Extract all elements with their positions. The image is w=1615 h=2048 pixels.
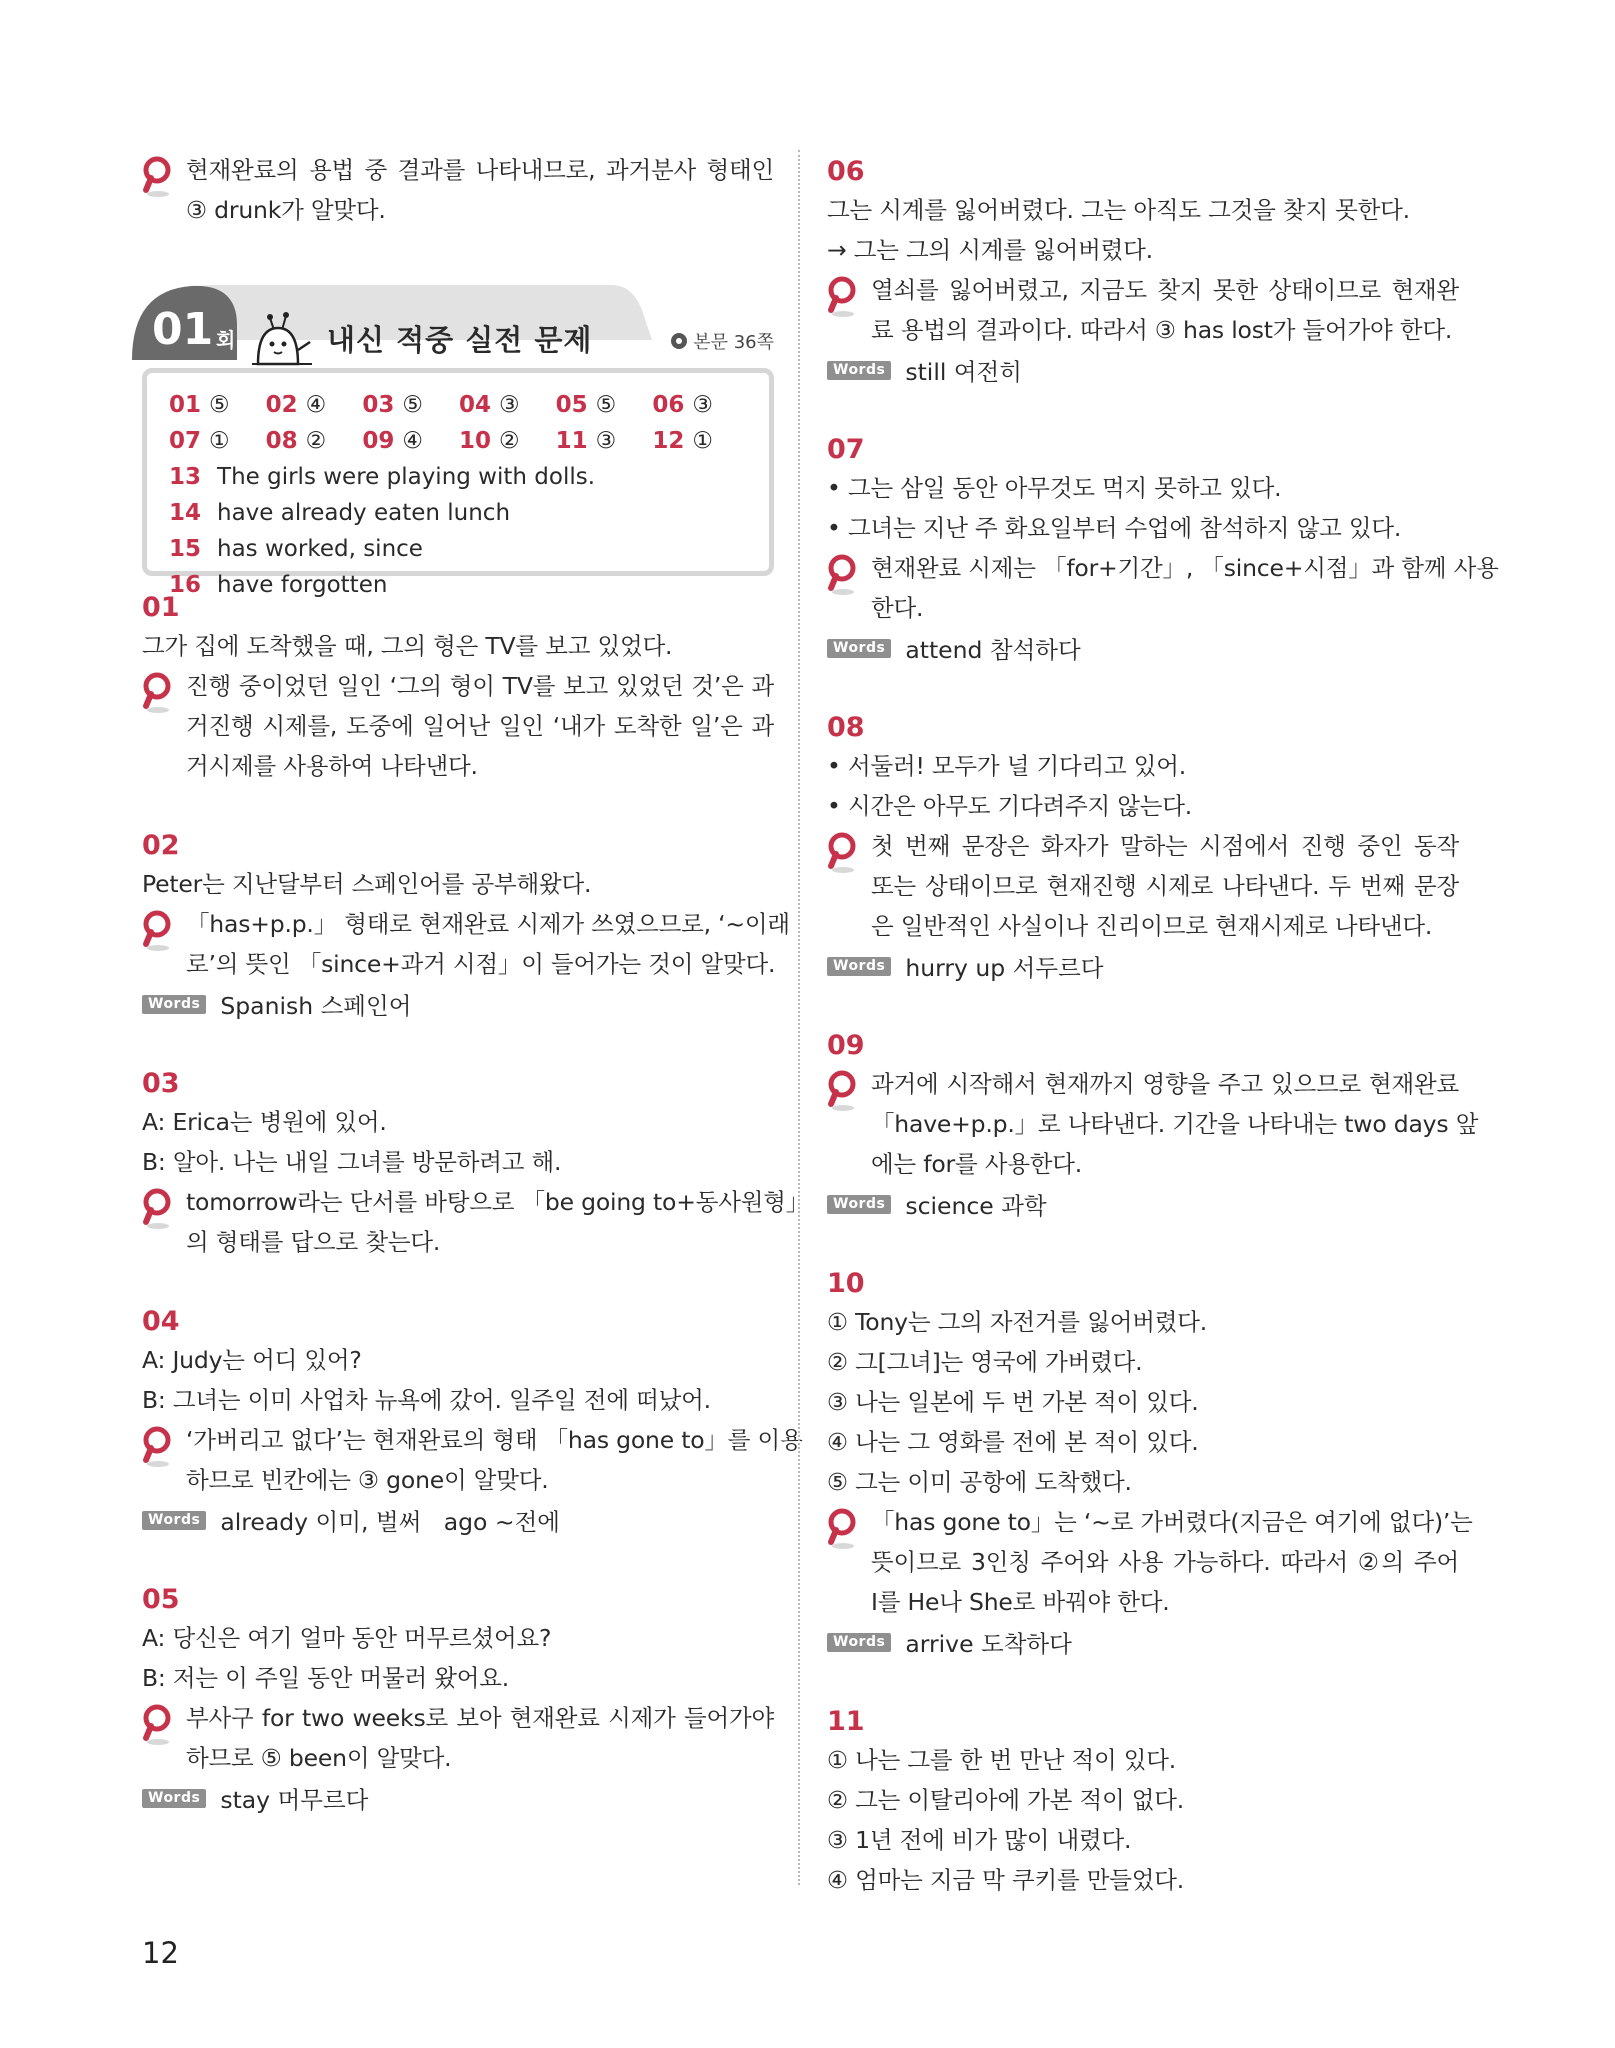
- question-number: 05: [142, 1584, 180, 1615]
- words-row: [827, 628, 1459, 668]
- answer-number: 11: [555, 428, 588, 454]
- question-line: ① Tony는 그의 자전거를 잃어버렸다.: [827, 1308, 1207, 1336]
- answer-value: ④: [402, 428, 423, 454]
- words-badge: Words: [827, 1633, 891, 1652]
- question-line: ④ 엄마는 지금 막 쿠키를 만들었다.: [827, 1866, 1184, 1894]
- question-05: [142, 1578, 774, 1818]
- words-text: stay 머무르다: [220, 1786, 369, 1814]
- question-11: [827, 1700, 1459, 1900]
- question-line: ③ 1년 전에 비가 많이 내렸다.: [827, 1826, 1132, 1854]
- words-text: Spanish 스페인어: [220, 992, 412, 1020]
- answer-number: 16: [169, 572, 202, 598]
- note-line: 로’의 뜻인 「since+과거 시점」이 들어가는 것이 알맞다.: [186, 950, 776, 978]
- note-line: 첫 번째 문장은 화자가 말하는 시점에서 진행 중인 동작: [871, 832, 1459, 860]
- note-line: I를 He나 She로 바꿔야 한다.: [871, 1588, 1170, 1616]
- answer-item: [459, 423, 556, 459]
- answer-value: ①: [209, 428, 230, 454]
- pin-icon: [142, 1188, 176, 1232]
- answer-item: [652, 387, 749, 423]
- question-line: ⑤ 그는 이미 공항에 도착했다.: [827, 1468, 1132, 1496]
- note-line: 「has gone to」는 ‘~로 가버렸다(지금은 여기에 없다)’는: [871, 1508, 1473, 1536]
- answer-number: 04: [458, 392, 491, 418]
- answer-text-item: [169, 459, 749, 495]
- answer-number: 09: [362, 428, 395, 454]
- words-text: still 여전히: [905, 358, 1022, 386]
- answer-item: [556, 387, 653, 423]
- test-round-suffix: 회: [216, 328, 236, 352]
- note-line: 현재완료의 용법 중 결과를 나타내므로, 과거분사 형태인: [186, 156, 774, 184]
- question-02: [142, 824, 790, 1024]
- words-badge: Words: [827, 1195, 891, 1214]
- note-line: 료 용법의 결과이다. 따라서 ③ has lost가 들어가야 한다.: [871, 316, 1453, 344]
- question-number: 04: [142, 1306, 180, 1337]
- words-text: hurry up 서두르다: [905, 954, 1104, 982]
- note-line: 한다.: [871, 594, 924, 622]
- question-line: ② 그[그녀]는 영국에 가버렸다.: [827, 1348, 1143, 1376]
- question-line: B: 그녀는 이미 사업차 뉴욕에 갔어. 일주일 전에 떠났어.: [142, 1386, 711, 1414]
- answer-item: [652, 423, 749, 459]
- pin-icon: [827, 276, 861, 320]
- answer-number: 12: [652, 428, 685, 454]
- answer-value: ③: [499, 392, 520, 418]
- answer-value: has worked, since: [217, 536, 423, 562]
- answer-number: 07: [169, 428, 202, 454]
- explanation: [142, 1698, 774, 1778]
- question-01: [142, 586, 774, 786]
- question-line: 그가 집에 도착했을 때, 그의 형은 TV를 보고 있었다.: [142, 632, 673, 660]
- answer-item: [266, 423, 363, 459]
- words-text: already 이미, 벌써 ago ~전에: [220, 1508, 560, 1536]
- words-badge: Words: [142, 995, 206, 1014]
- note-line: ‘가버리고 없다’는 현재완료의 형태 「has gone to」를 이용: [186, 1426, 803, 1454]
- explanation: [827, 826, 1459, 946]
- question-04: [142, 1300, 803, 1540]
- question-08: [827, 706, 1459, 986]
- answer-value: ⑤: [402, 392, 423, 418]
- note-line: 진행 중이었던 일인 ‘그의 형이 TV를 보고 있었던 것’은 과: [186, 672, 774, 700]
- question-number: 01: [142, 592, 180, 623]
- answer-number: 15: [169, 536, 202, 562]
- question-number: 11: [827, 1706, 865, 1737]
- answer-number: 05: [555, 392, 588, 418]
- question-line: ② 그는 이탈리아에 가본 적이 없다.: [827, 1786, 1184, 1814]
- pin-icon: [827, 554, 861, 598]
- words-row: [827, 350, 1459, 390]
- answer-value: ②: [305, 428, 327, 454]
- answer-value: ②: [499, 428, 520, 454]
- answer-text-item: [169, 531, 749, 567]
- answer-value: ③: [595, 428, 617, 454]
- question-line: ① 나는 그를 한 번 만난 적이 있다.: [827, 1746, 1177, 1774]
- question-line: Peter는 지난달부터 스페인어를 공부해왔다.: [142, 870, 592, 898]
- answer-value: ⑤: [595, 392, 617, 418]
- bullet-icon: [671, 333, 687, 349]
- column-divider: [798, 150, 800, 1885]
- note-line: 거진행 시제를, 도중에 일어난 일인 ‘내가 도착한 일’은 과: [186, 712, 774, 740]
- answer-value: have already eaten lunch: [217, 500, 511, 526]
- answer-item: [266, 387, 363, 423]
- answer-number: 01: [169, 392, 202, 418]
- page-reference: [671, 328, 774, 354]
- question-line: • 그녀는 지난 주 화요일부터 수업에 참석하지 않고 있다.: [827, 508, 1459, 548]
- words-row: [142, 1500, 774, 1540]
- question-07: [827, 428, 1499, 668]
- question-line: → 그는 그의 시계를 잃어버렸다.: [827, 236, 1153, 264]
- question-line: B: 알아. 나는 내일 그녀를 방문하려고 해.: [142, 1148, 562, 1176]
- question-06: [827, 150, 1459, 390]
- mascot-icon: [248, 312, 320, 368]
- answer-value: ①: [692, 428, 713, 454]
- note-line: 거시제를 사용하여 나타낸다.: [186, 752, 478, 780]
- words-badge: Words: [827, 361, 891, 380]
- words-badge: Words: [142, 1789, 206, 1808]
- question-09: [827, 1024, 1479, 1224]
- words-row: [827, 1622, 1459, 1662]
- question-line: 그는 시계를 잃어버렸다. 그는 아직도 그것을 찾지 못한다.: [827, 196, 1410, 224]
- explanation: [142, 1420, 803, 1500]
- words-text: science 과학: [905, 1192, 1047, 1220]
- pin-icon: [827, 832, 861, 876]
- note-line: ③ drunk가 알맞다.: [186, 196, 386, 224]
- note-line: 하므로 빈칸에는 ③ gone이 알맞다.: [186, 1466, 549, 1494]
- left-column: [142, 150, 810, 1818]
- words-badge: Words: [827, 639, 891, 658]
- answer-value: The girls were playing with dolls.: [217, 464, 596, 490]
- question-number: 10: [827, 1268, 865, 1299]
- pin-icon: [142, 910, 176, 954]
- question-03: [142, 1062, 810, 1262]
- note-line: 부사구 for two weeks로 보아 현재완료 시제가 들어가야: [186, 1704, 774, 1732]
- note-line: 「has+p.p.」 형태로 현재완료 시제가 쓰였으므로, ‘~이래: [186, 910, 790, 938]
- answer-item: [459, 387, 556, 423]
- question-10: [827, 1262, 1473, 1662]
- note-line: 과거에 시작해서 현재까지 영향을 주고 있으므로 현재완료: [871, 1070, 1459, 1098]
- question-number: 06: [827, 156, 865, 187]
- explanation: [142, 904, 790, 984]
- answer-value: ④: [305, 392, 327, 418]
- question-line: • 시간은 아무도 기다려주지 않는다.: [827, 786, 1459, 826]
- pin-icon: [827, 1070, 861, 1114]
- question-line: ④ 나는 그 영화를 전에 본 적이 있다.: [827, 1428, 1199, 1456]
- answer-grid: [169, 387, 749, 459]
- question-number: 02: [142, 830, 180, 861]
- question-line: A: Erica는 병원에 있어.: [142, 1108, 387, 1136]
- question-line: ③ 나는 일본에 두 번 가본 적이 있다.: [827, 1388, 1199, 1416]
- words-row: [827, 1184, 1459, 1224]
- explanation: [827, 270, 1459, 350]
- top-explanation: [142, 150, 774, 230]
- pin-icon: [142, 156, 176, 200]
- explanation: [827, 548, 1499, 628]
- question-number: 07: [827, 434, 865, 465]
- question-line: B: 저는 이 주일 동안 머물러 왔어요.: [142, 1664, 510, 1692]
- answer-key-box: [142, 368, 774, 598]
- question-line: A: 당신은 여기 얼마 동안 머무르셨어요?: [142, 1624, 552, 1652]
- answer-text-item: [169, 495, 749, 531]
- answer-value: ③: [692, 392, 713, 418]
- question-line: • 그는 삼일 동안 아무것도 먹지 못하고 있다.: [827, 468, 1459, 508]
- explanation: [827, 1064, 1479, 1184]
- note-line: 은 일반적인 사실이나 진리이므로 현재시제로 나타낸다.: [871, 912, 1433, 940]
- answer-text-item: [169, 567, 749, 603]
- answer-value: have forgotten: [217, 572, 388, 598]
- answer-value: ⑤: [209, 392, 230, 418]
- note-line: 뜻이므로 3인칭 주어와 사용 가능하다. 따라서 ②의 주어: [871, 1548, 1459, 1576]
- words-row: [827, 946, 1459, 986]
- pin-icon: [142, 1704, 176, 1748]
- answer-number: 10: [458, 428, 491, 454]
- answer-item: [169, 387, 266, 423]
- question-number: 09: [827, 1030, 865, 1061]
- words-row: [142, 984, 774, 1024]
- answer-item: [556, 423, 653, 459]
- test-number: 01: [152, 304, 214, 355]
- page-number: 12: [142, 1936, 179, 1970]
- pin-icon: [142, 672, 176, 716]
- explanation: [827, 1502, 1473, 1622]
- note-line: 의 형태를 답으로 찾는다.: [186, 1228, 441, 1256]
- note-line: 열쇠를 잃어버렸고, 지금도 찾지 못한 상태이므로 현재완: [871, 276, 1459, 304]
- answer-number: 02: [265, 392, 298, 418]
- question-number: 08: [827, 712, 865, 743]
- answer-item: [362, 387, 459, 423]
- explanation: [142, 666, 774, 786]
- right-column: [827, 150, 1499, 1900]
- test-header: [142, 260, 774, 372]
- note-line: 「have+p.p.」로 나타낸다. 기간을 나타내는 two days 앞: [871, 1110, 1479, 1138]
- question-line: • 서둘러! 모두가 널 기다리고 있어.: [827, 746, 1459, 786]
- note-line: tomorrow라는 단서를 바탕으로 「be going to+동사원형」: [186, 1188, 810, 1216]
- note-line: 현재완료 시제는 「for+기간」, 「since+시점」과 함께 사용: [871, 554, 1499, 582]
- answer-number: 03: [362, 392, 395, 418]
- answer-number: 08: [265, 428, 298, 454]
- explanation: [142, 1182, 810, 1262]
- pin-icon: [827, 1508, 861, 1552]
- page-reference-text: 본문 36쪽: [693, 332, 774, 353]
- words-badge: Words: [827, 957, 891, 976]
- answer-item: [362, 423, 459, 459]
- answer-item: [169, 423, 266, 459]
- answer-number: 13: [169, 464, 202, 490]
- answer-number: 14: [169, 500, 202, 526]
- question-number: 03: [142, 1068, 180, 1099]
- pin-icon: [142, 1426, 176, 1470]
- words-text: attend 참석하다: [905, 636, 1081, 664]
- note-line: 하므로 ⑤ been이 알맞다.: [186, 1744, 452, 1772]
- question-line: A: Judy는 어디 있어?: [142, 1346, 362, 1374]
- note-line: 또는 상태이므로 현재진행 시제로 나타낸다. 두 번째 문장: [871, 872, 1459, 900]
- test-title: 내신 적중 실전 문제: [327, 323, 593, 357]
- note-line: 에는 for를 사용한다.: [871, 1150, 1083, 1178]
- answer-number: 06: [652, 392, 685, 418]
- words-text: arrive 도착하다: [905, 1630, 1072, 1658]
- words-badge: Words: [142, 1511, 206, 1530]
- words-row: [142, 1778, 774, 1818]
